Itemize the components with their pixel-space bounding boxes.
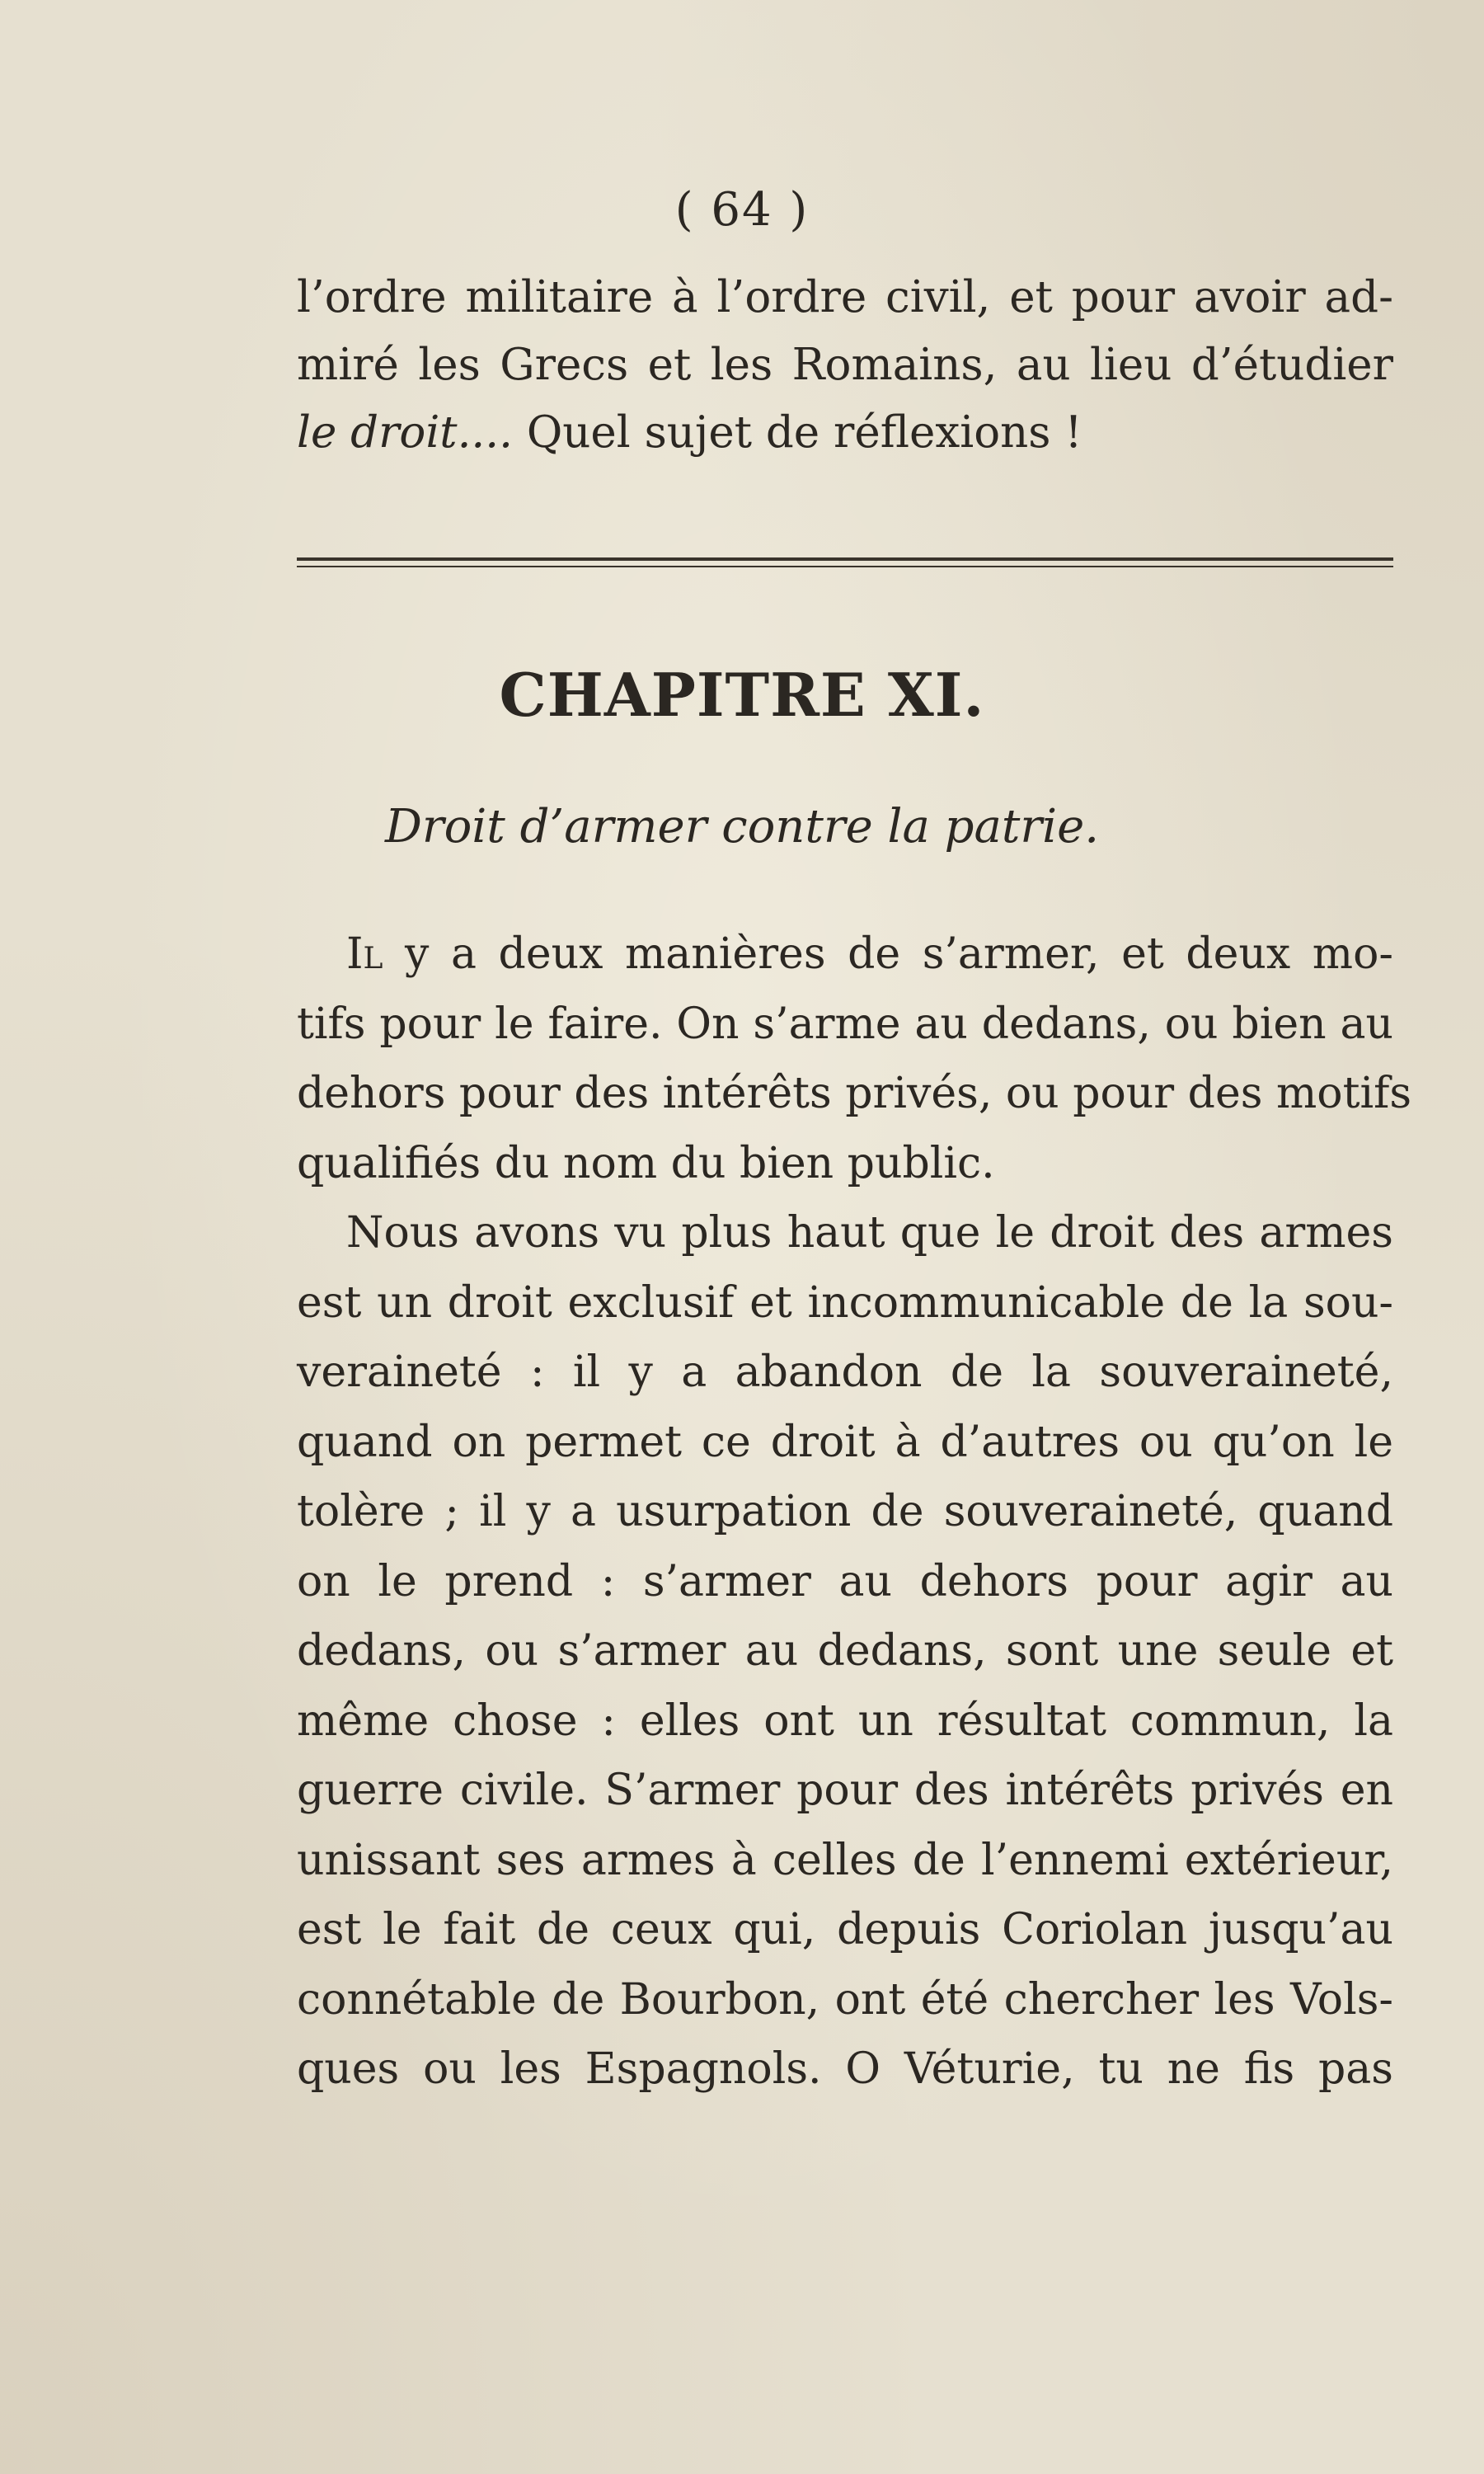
text-line: [297, 399, 1393, 467]
text-line: connétable de Bourbon, ont été chercher les Vols-: [297, 1974, 1393, 2025]
italic-phrase: le droit....: [297, 407, 513, 458]
text-line: dehors pour des intérêts privés, ou pour des motifs: [297, 1069, 1412, 1118]
divider-thick-rule: [297, 557, 1393, 561]
text-line: tifs pour le faire. On s’arme au dedans, ou bien au: [297, 999, 1393, 1049]
text-line: on le prend : s’armer au dehors pour agir au: [297, 1556, 1393, 1606]
text-line: [297, 920, 1393, 990]
text-line: quand on permet ce droit à d’autres ou qu’on le: [297, 1417, 1393, 1467]
text-line: qualifiés du nom du bien public.: [297, 1138, 995, 1188]
text-line: unissant ses armes à celles de l’ennemi extérieur,: [297, 1835, 1393, 1885]
text-fragment: y a deux manières de s’armer, et deux mo-: [383, 929, 1393, 979]
text-line: dedans, ou s’armer au dedans, sont une seule et: [297, 1626, 1393, 1676]
text-line: guerre civile. S’armer pour des intérêts privés en: [297, 1766, 1393, 1815]
chapter-divider: [297, 557, 1393, 574]
text-line: même chose : elles ont un résultat commun, la: [297, 1696, 1393, 1746]
carryover-text: [297, 264, 1393, 467]
text-line: l’ordre militaire à l’ordre civil, et pour avoir ad-: [297, 272, 1393, 322]
text-line: est un droit exclusif et incommunicable de la sou-: [297, 1277, 1393, 1328]
dropcap-word: Il: [346, 929, 383, 979]
chapter-subtitle: Droit d’armer contre la patrie.: [384, 800, 1100, 854]
text-line: miré les Grecs et les Romains, au lieu d’étudier: [297, 340, 1393, 390]
chapter-body: [297, 920, 1412, 2105]
text-line: veraineté : il y a abandon de la souveraineté,: [297, 1348, 1393, 1397]
text-fragment: Quel sujet de réflexions !: [512, 407, 1082, 458]
divider-thin-rule: [297, 566, 1393, 567]
text-line: est le fait de ceux qui, depuis Coriolan jusqu’au: [297, 1905, 1393, 1954]
text-line: Nous avons vu plus haut que le droit des armes: [346, 1208, 1393, 1258]
chapter-title: CHAPITRE XI.: [499, 660, 985, 730]
page-number: ( 64 ): [674, 183, 810, 237]
text-line: tolère ; il y a usurpation de souveraineté, quand: [297, 1487, 1393, 1536]
text-line: ques ou les Espagnols. O Véturie, tu ne fis pas: [297, 2044, 1393, 2094]
